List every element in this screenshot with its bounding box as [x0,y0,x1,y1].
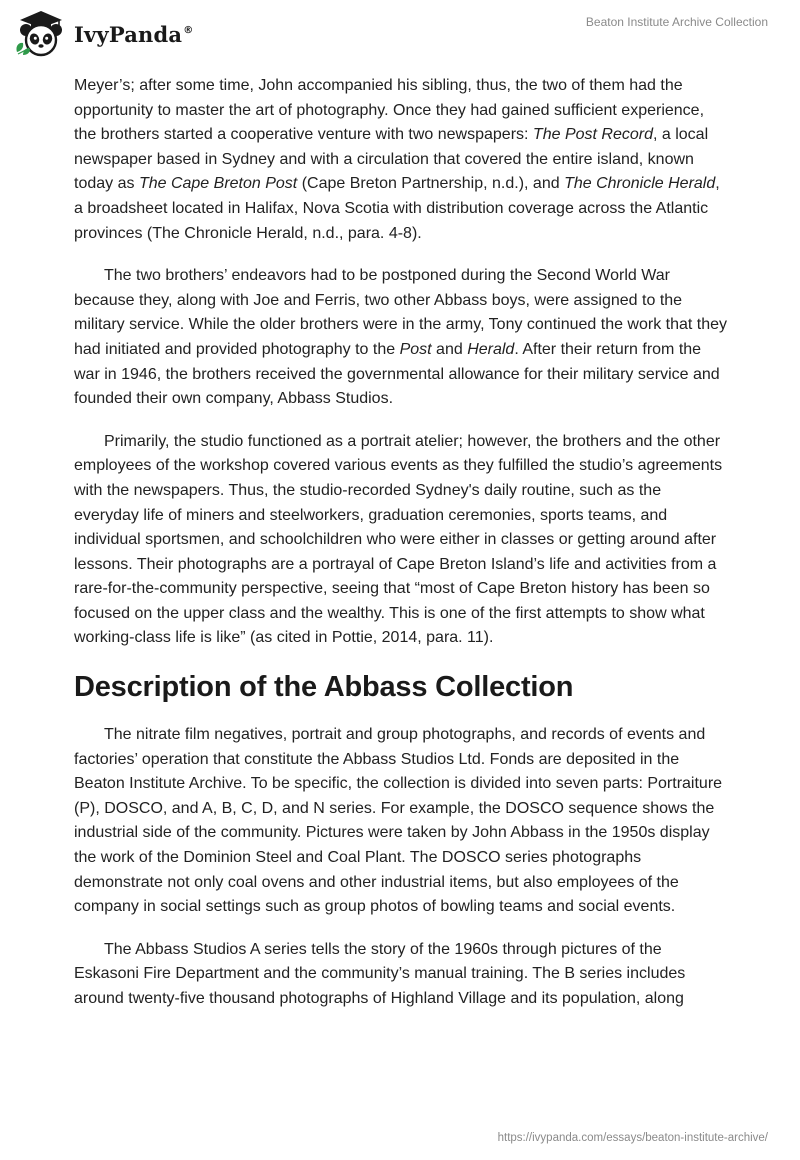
paragraph-3: Primarily, the studio functioned as a portrait atelier; however, the brothers and the other employees of the workshop covered various events as they fulfilled the studio’s agreements with the newspapers. Thus, the studio-recorded Sydney's daily routine, such as the everyday life of miners and steelworkers, graduation ceremonies, sports teams, and individual sportsmen, and schoolchildren who were either in classes or getting around after lessons. Their photographs are a portrayal of Cape Breton Island’s life and activities from a rare-for-the-community perspective, seeing that “most of Cape Breton history has been so focused on the upper class and the wealthy. This is one of the first attempts to show what working-class life is like” (as cited in Pottie, 2014, para. 11). [74,432,723,647]
newspaper-title: The Post Record [532,126,653,144]
newspaper-title: Herald [467,340,515,358]
section-heading: Description of the Abbass Collection [74,671,574,704]
ivypanda-logo[interactable] [14,8,193,58]
paragraph-4: The nitrate film negatives, portrait and group photographs, and records of events and factories’ operation that constitute the Abbass Studios Ltd. Fonds are deposited in the Beaton Institute Archive. To be specific, the collection is divided into seven parts: Portraiture (P), DOSCO, and A, B, C, D, and N series. For example, the DOSCO sequence shows the industrial side of the community. Pictures were taken by John Abbass in the 1950s display the work of the Dominion Steel and Coal Plant. The DOSCO series photographs demonstrate not only coal ovens and other industrial items, but also employees of the company in social settings such as group photos of bowling teams and social events. [74,726,723,916]
essay-content [74,74,728,1030]
page-header [0,0,800,70]
paragraph-1: Meyer’s; after some time, John accompanied his sibling, thus, the two of them had the opportunity to master the art of photography. Once they had gained sufficient experience, the brothers started a cooperative venture with two newspapers: The Post Record, a local newspaper based in Sydney and with a circulation that covered the entire island, known today as The Cape Breton Post (Cape Breton Partnership, n.d.), and The Chronicle Herald, a broadsheet located in Halifax, Nova Scotia with distribution coverage across the Atlantic provinces (The Chronicle Herald, n.d., para. 4-8). [74,77,720,242]
paragraph-5: The Abbass Studios A series tells the story of the 1960s through pictures of the Eskasoni Fire Department and the community’s manual training. The B series includes around twenty-five thousand photographs of Highland Village and its population, along [74,940,686,1007]
source-url[interactable]: https://ivypanda.com/essays/beaton-institute-archive/ [497,1132,768,1144]
newspaper-title: The Chronicle Herald [564,175,716,193]
newspaper-title: The Cape Breton Post [138,175,298,193]
brand-name: IvyPanda® [74,21,194,47]
newspaper-title: Post [399,340,432,358]
paragraph-2: The two brothers’ endeavors had to be postponed during the Second World War because they, along with Joe and Ferris, two other Abbass boys, were assigned to the military service. While the older brothers were in the army, Tony continued the work that they had initiated and provided photography to the Post and Herald. After their return from the war in 1946, the brothers received the governmental allowance for their military service and founded their own company, Abbass Studios. [74,267,728,408]
document-title: Beaton Institute Archive Collection [585,15,768,29]
panda-graduate-icon [14,8,66,58]
registered-mark: ® [183,24,194,36]
